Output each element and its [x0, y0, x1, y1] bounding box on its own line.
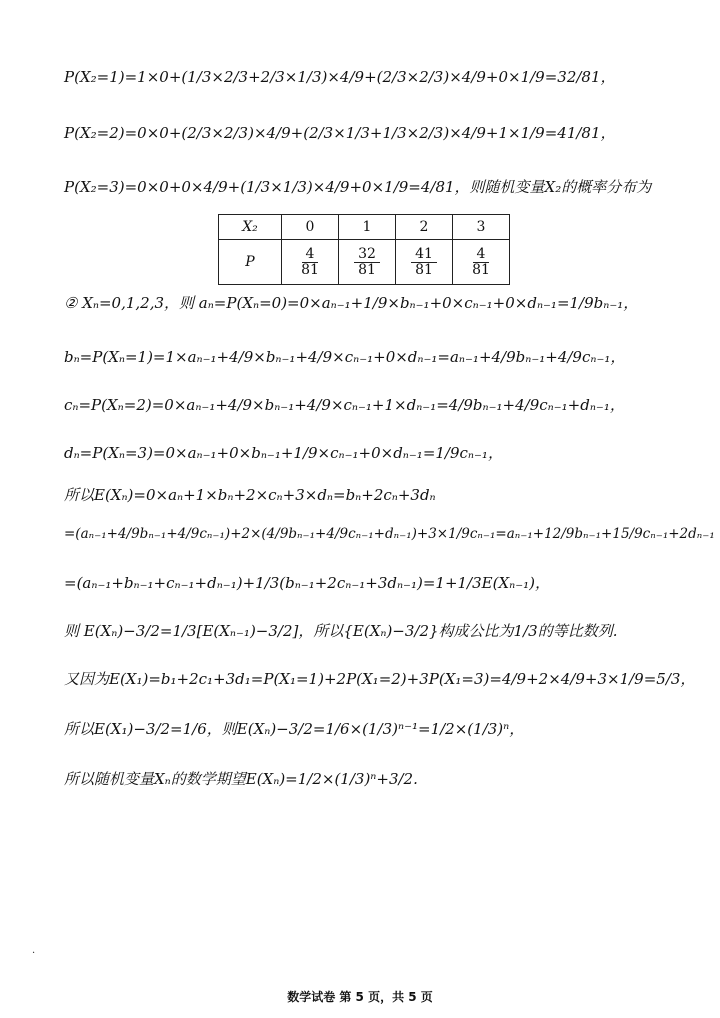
- table-row: [219, 240, 510, 285]
- equation-d-n: dₙ=P(Xₙ=3)=0×aₙ₋₁+0×bₙ₋₁+1/9×cₙ₋₁+0×dₙ₋₁=1/9cₙ₋₁，: [64, 444, 503, 462]
- equation-expectation: 所以E(Xₙ)=0×aₙ+1×bₙ+2×cₙ+3×dₙ=bₙ+2cₙ+3dₙ: [64, 486, 436, 504]
- table-cell: 3: [453, 215, 510, 240]
- table-cell: X₂: [219, 215, 282, 240]
- table-cell: [339, 240, 396, 285]
- equation-e-x1: 又因为E(X₁)=b₁+2c₁+3d₁=P(X₁=1)+2P(X₁=2)+3P(X₁=3)=4/9+2×4/9+3×1/9=5/3，: [64, 670, 696, 688]
- equation-p-x2-2: P(X₂=2)=0×0+(2/3×2/3)×4/9+(2/3×1/3+1/3×2/3)×4/9+1×1/9=41/81，: [64, 124, 616, 142]
- equation-geometric: 则 E(Xₙ)−3/2=1/3[E(Xₙ₋₁)−3/2]，所以{E(Xₙ)−3/2}构成公比为1/3的等比数列.: [64, 622, 618, 640]
- equation-conclusion: 所以随机变量Xₙ的数学期望E(Xₙ)=1/2×(1/3)ⁿ+3/2.: [64, 770, 418, 788]
- scan-mark: ·: [32, 948, 36, 959]
- equation-a-n: ② Xₙ=0,1,2,3，则 aₙ=P(Xₙ=0)=0×aₙ₋₁+1/9×bₙ₋₁+0×cₙ₋₁+0×dₙ₋₁=1/9bₙ₋₁，: [64, 294, 639, 312]
- table-cell: P: [219, 240, 282, 285]
- equation-expansion: =(aₙ₋₁+4/9bₙ₋₁+4/9cₙ₋₁)+2×(4/9bₙ₋₁+4/9cₙ₋₁+dₙ₋₁)+3×1/9cₙ₋₁=aₙ₋₁+12/9bₙ₋₁+15/9cₙ₋₁+2dₙ₋₁: [64, 526, 715, 542]
- equation-c-n: cₙ=P(Xₙ=2)=0×aₙ₋₁+4/9×bₙ₋₁+4/9×cₙ₋₁+1×dₙ₋₁=4/9bₙ₋₁+4/9cₙ₋₁+dₙ₋₁，: [64, 396, 625, 414]
- table-cell: [282, 240, 339, 285]
- equation-b-n: bₙ=P(Xₙ=1)=1×aₙ₋₁+4/9×bₙ₋₁+4/9×cₙ₋₁+0×dₙ₋₁=aₙ₋₁+4/9bₙ₋₁+4/9cₙ₋₁，: [64, 348, 626, 366]
- table-cell: 1: [339, 215, 396, 240]
- table-cell: [396, 240, 453, 285]
- equation-general-term: 所以E(X₁)−3/2=1/6，则E(Xₙ)−3/2=1/6×(1/3)ⁿ⁻¹=1/2×(1/3)ⁿ，: [64, 720, 525, 738]
- probability-distribution-table: [218, 214, 510, 285]
- numerator: 41: [411, 247, 437, 263]
- equation-recurrence: =(aₙ₋₁+bₙ₋₁+cₙ₋₁+dₙ₋₁)+1/3(bₙ₋₁+2cₙ₋₁+3dₙ₋₁)=1+1/3E(Xₙ₋₁)，: [64, 574, 550, 592]
- numerator: 4: [473, 247, 490, 263]
- numerator: 32: [354, 247, 380, 263]
- denominator: 81: [472, 262, 490, 278]
- page-footer: 数学试卷 第 5 页，共 5 页: [287, 990, 433, 1004]
- table-cell: 0: [282, 215, 339, 240]
- numerator: 4: [302, 247, 319, 263]
- equation-p-x2-3: P(X₂=3)=0×0+0×4/9+(1/3×1/3)×4/9+0×1/9=4/81，则随机变量X₂的概率分布为: [64, 178, 652, 196]
- table-cell: 2: [396, 215, 453, 240]
- denominator: 81: [415, 262, 433, 278]
- table-cell: [453, 240, 510, 285]
- equation-p-x2-1: P(X₂=1)=1×0+(1/3×2/3+2/3×1/3)×4/9+(2/3×2/3)×4/9+0×1/9=32/81，: [64, 68, 616, 86]
- denominator: 81: [301, 262, 319, 278]
- denominator: 81: [358, 262, 376, 278]
- table-row: [219, 215, 510, 240]
